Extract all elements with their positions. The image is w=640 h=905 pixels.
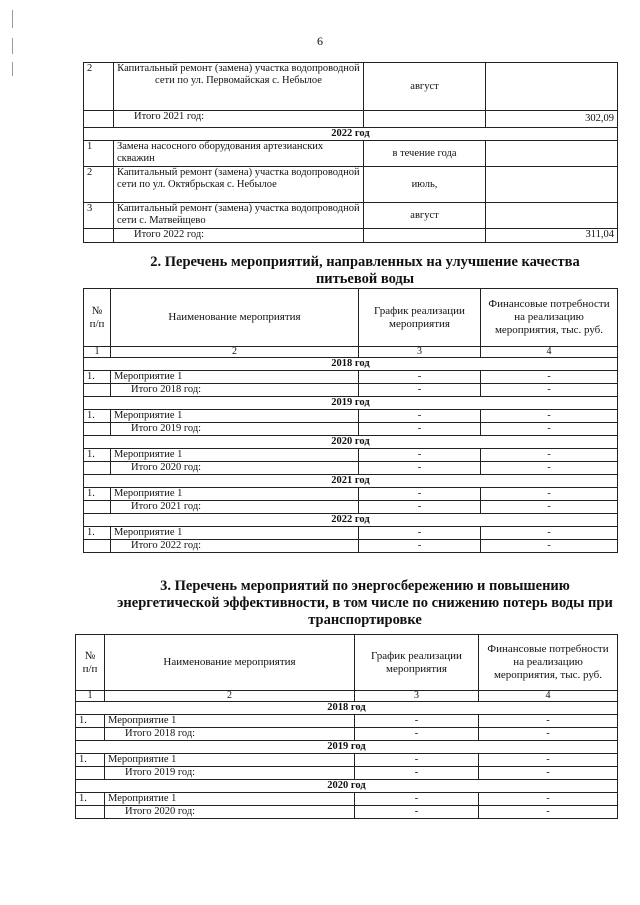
- total-label: Итого 2018 год:: [111, 384, 359, 397]
- year-heading: 2018 год: [76, 702, 618, 715]
- column-number: 2: [111, 347, 359, 358]
- energy-efficiency-table: [75, 634, 618, 819]
- header-finance: Финансовые потребности на реализацию мероприятия, тыс. руб.: [481, 289, 618, 347]
- page-number: 6: [317, 34, 323, 48]
- year-block-2020: [84, 436, 618, 475]
- row-number: 1.: [76, 715, 105, 728]
- schedule-cell: -: [359, 501, 481, 514]
- header-num: № п/п: [84, 289, 111, 347]
- header-name: Наименование мероприятия: [111, 289, 359, 347]
- cost-cell: -: [481, 488, 618, 501]
- schedule-cell: -: [355, 715, 479, 728]
- column-number: 4: [479, 691, 618, 702]
- measure-name: Капитальный ремонт (замена) участка водопроводной сети с. Матвейщево: [114, 203, 364, 229]
- header-schedule: График реализации мероприятия: [355, 635, 479, 691]
- cost-cell: [486, 141, 618, 167]
- year-heading: 2020 год: [76, 780, 618, 793]
- margin-mark: [12, 62, 13, 76]
- investment-table-continued: [83, 62, 618, 243]
- cost-cell: -: [481, 371, 618, 384]
- cost-cell: -: [479, 806, 618, 819]
- measure-name: Мероприятие 1: [105, 793, 355, 806]
- schedule-cell: -: [359, 527, 481, 540]
- row-number: 1.: [84, 410, 111, 423]
- total-label: Итого 2020 год:: [111, 462, 359, 475]
- schedule-cell: -: [355, 806, 479, 819]
- column-number: 1: [84, 347, 111, 358]
- cost-cell: -: [481, 527, 618, 540]
- measure-name: Мероприятие 1: [111, 527, 359, 540]
- cost-cell: -: [481, 540, 618, 553]
- column-number: 3: [355, 691, 479, 702]
- total-label: Итого 2021 год:: [114, 111, 364, 128]
- schedule-cell: -: [359, 488, 481, 501]
- schedule-cell: -: [359, 462, 481, 475]
- year-block-2019: [84, 397, 618, 436]
- total-value: 311,04: [486, 229, 618, 243]
- total-label: Итого 2021 год:: [111, 501, 359, 514]
- measure-name: Мероприятие 1: [111, 488, 359, 501]
- total-value: 302,09: [486, 111, 618, 128]
- cost-cell: -: [481, 410, 618, 423]
- margin-mark: [12, 10, 13, 28]
- row-number: 1.: [84, 527, 111, 540]
- measure-name: Капитальный ремонт (замена) участка водопроводной сети по ул. Первомайская с. Небылое: [114, 63, 364, 111]
- year-heading: 2022 год: [84, 514, 618, 527]
- column-number: 4: [481, 347, 618, 358]
- year-block-2018: [84, 358, 618, 397]
- column-number: 2: [105, 691, 355, 702]
- year-block-2020: [76, 780, 618, 819]
- header-finance: Финансовые потребности на реализацию мероприятия, тыс. руб.: [479, 635, 618, 691]
- year-heading: 2019 год: [84, 397, 618, 410]
- schedule-cell: -: [359, 449, 481, 462]
- total-label: Итого 2020 год:: [105, 806, 355, 819]
- total-label: Итого 2019 год:: [111, 423, 359, 436]
- cost-cell: -: [481, 462, 618, 475]
- row-number: 1.: [84, 371, 111, 384]
- cost-cell: -: [481, 423, 618, 436]
- cost-cell: -: [479, 793, 618, 806]
- year-block-2022: [84, 514, 618, 553]
- cost-cell: -: [481, 449, 618, 462]
- measure-name: Мероприятие 1: [105, 754, 355, 767]
- header-schedule: График реализации мероприятия: [359, 289, 481, 347]
- year-heading: 2022 год: [84, 128, 618, 141]
- row-number: 1.: [76, 754, 105, 767]
- header-num: № п/п: [76, 635, 105, 691]
- schedule-cell: -: [355, 767, 479, 780]
- cost-cell: -: [479, 767, 618, 780]
- year-heading: 2018 год: [84, 358, 618, 371]
- schedule-cell: август: [364, 63, 486, 111]
- row-number: 1.: [84, 449, 111, 462]
- row-number: 1.: [84, 488, 111, 501]
- schedule-cell: -: [355, 793, 479, 806]
- column-number: 3: [359, 347, 481, 358]
- year-block-2021: [84, 475, 618, 514]
- header-name: Наименование мероприятия: [105, 635, 355, 691]
- measure-name: Капитальный ремонт (замена) участка водопроводной сети по ул. Октябрьская с. Небылое: [114, 167, 364, 203]
- total-label: Итого 2022 год:: [111, 540, 359, 553]
- measure-name: Мероприятие 1: [111, 410, 359, 423]
- cost-cell: -: [481, 384, 618, 397]
- schedule-cell: в течение года: [364, 141, 486, 167]
- row-number: 2: [84, 167, 114, 203]
- cost-cell: [486, 167, 618, 203]
- row-number: 1: [84, 141, 114, 167]
- row-number: 3: [84, 203, 114, 229]
- schedule-cell: -: [355, 754, 479, 767]
- schedule-cell: -: [359, 410, 481, 423]
- row-number: 1.: [76, 793, 105, 806]
- schedule-cell: -: [355, 728, 479, 741]
- schedule-cell: июль,: [364, 167, 486, 203]
- measure-name: Мероприятие 1: [111, 371, 359, 384]
- cost-cell: [486, 203, 618, 229]
- year-heading: 2019 год: [76, 741, 618, 754]
- measure-name: Замена насосного оборудования артезианских скважин: [114, 141, 364, 167]
- total-label: Итого 2022 год:: [114, 229, 364, 243]
- schedule-cell: -: [359, 371, 481, 384]
- schedule-cell: -: [359, 540, 481, 553]
- year-heading: 2020 год: [84, 436, 618, 449]
- cost-cell: -: [479, 754, 618, 767]
- total-label: Итого 2018 год:: [105, 728, 355, 741]
- measure-name: Мероприятие 1: [111, 449, 359, 462]
- water-quality-table: [83, 288, 618, 553]
- total-label: Итого 2019 год:: [105, 767, 355, 780]
- schedule-cell: -: [359, 384, 481, 397]
- year-heading: 2021 год: [84, 475, 618, 488]
- section-2-title: 2. Перечень мероприятий, направленных на улучшение качества питьевой воды: [150, 254, 580, 287]
- cost-cell: -: [479, 728, 618, 741]
- row-number: 2: [84, 63, 114, 111]
- schedule-cell: август: [364, 203, 486, 229]
- measure-name: Мероприятие 1: [105, 715, 355, 728]
- cost-cell: -: [479, 715, 618, 728]
- section-3-title: 3. Перечень мероприятий по энергосбережению и повышению энергетической эффективности, в том числе по снижению потерь воды при транспортировке: [117, 578, 613, 628]
- cost-cell: -: [481, 501, 618, 514]
- schedule-cell: -: [359, 423, 481, 436]
- cost-cell: [486, 63, 618, 111]
- year-block-2019: [76, 741, 618, 780]
- year-block-2018: [76, 702, 618, 741]
- column-number: 1: [76, 691, 105, 702]
